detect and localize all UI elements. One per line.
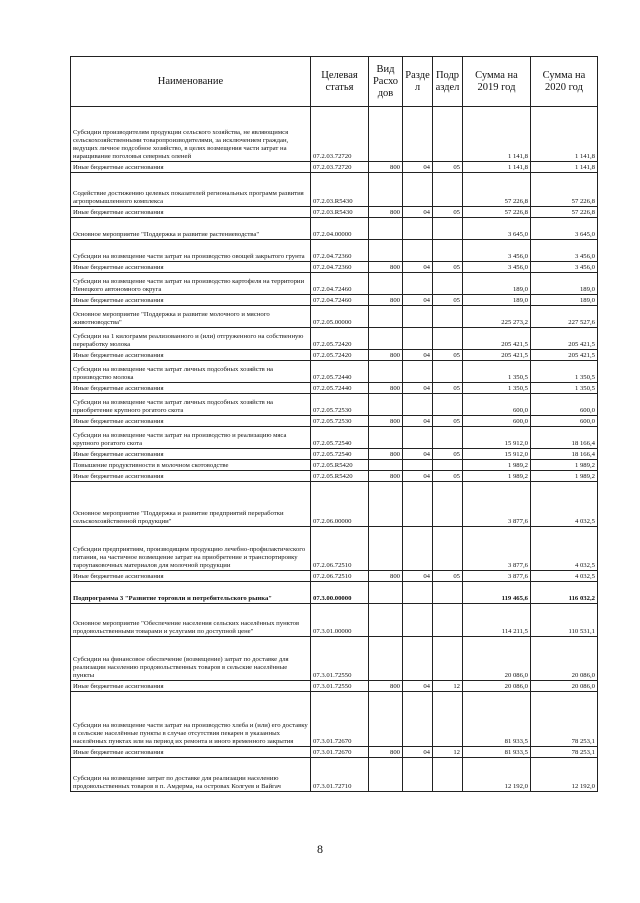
row-sum-2019: 20 086,0	[463, 681, 531, 692]
row-sum-2019: 3 877,6	[463, 527, 531, 571]
row-subsection: 12	[433, 681, 463, 692]
row-sum-2020: 4 032,5	[531, 482, 598, 527]
row-sum-2020: 227 527,6	[531, 306, 598, 328]
row-subsection: 05	[433, 350, 463, 361]
table-row	[71, 471, 598, 482]
row-section	[403, 273, 433, 295]
table-row	[71, 758, 598, 792]
row-expense-kind	[369, 427, 403, 449]
row-sum-2019: 114 211,5	[463, 604, 531, 637]
row-target-article: 07.3.01.72670	[311, 692, 369, 747]
row-name: Иные бюджетные ассигнования	[71, 383, 311, 394]
row-expense-kind	[369, 758, 403, 792]
row-sum-2019: 119 465,6	[463, 582, 531, 604]
row-sum-2020: 110 531,1	[531, 604, 598, 637]
table-row	[71, 416, 598, 427]
row-expense-kind	[369, 582, 403, 604]
row-target-article: 07.3.01.72710	[311, 758, 369, 792]
row-target-article: 07.2.05.72540	[311, 427, 369, 449]
row-subsection: 12	[433, 747, 463, 758]
row-name: Иные бюджетные ассигнования	[71, 350, 311, 361]
row-sum-2020: 205 421,5	[531, 328, 598, 350]
row-subsection	[433, 482, 463, 527]
table-row	[71, 107, 598, 162]
row-expense-kind: 800	[369, 416, 403, 427]
row-sum-2019: 1 989,2	[463, 471, 531, 482]
row-subsection	[433, 361, 463, 383]
row-section: 04	[403, 747, 433, 758]
row-target-article: 07.2.04.72360	[311, 240, 369, 262]
header-subsection: Подр аздел	[433, 57, 463, 107]
row-sum-2019: 1 141,8	[463, 162, 531, 173]
row-target-article: 07.2.03.R5430	[311, 173, 369, 207]
row-subsection: 05	[433, 262, 463, 273]
row-subsection	[433, 460, 463, 471]
row-sum-2020: 57 226,8	[531, 207, 598, 218]
row-target-article: 07.2.04.72460	[311, 273, 369, 295]
row-sum-2019: 225 273,2	[463, 306, 531, 328]
row-name: Субсидии на возмещение части затрат личных подсобных хозяйств на производство молока	[71, 361, 311, 383]
row-target-article: 07.3.00.00000	[311, 582, 369, 604]
row-sum-2019: 3 877,6	[463, 571, 531, 582]
table-row	[71, 173, 598, 207]
row-target-article: 07.2.05.72530	[311, 394, 369, 416]
header-sum-2019: Сумма на 2019 год	[463, 57, 531, 107]
row-subsection: 05	[433, 449, 463, 460]
table-row	[71, 747, 598, 758]
row-name: Иные бюджетные ассигнования	[71, 207, 311, 218]
row-target-article: 07.2.03.72720	[311, 162, 369, 173]
header-expense-kind: Вид Расхо дов	[369, 57, 403, 107]
row-target-article: 07.2.05.72420	[311, 328, 369, 350]
budget-table	[70, 56, 598, 792]
row-sum-2019: 15 912,0	[463, 449, 531, 460]
table-body	[71, 107, 598, 792]
row-sum-2020: 78 253,1	[531, 747, 598, 758]
row-subsection	[433, 306, 463, 328]
row-section	[403, 218, 433, 240]
row-name: Субсидии на возмещение части затрат на производство овощей закрытого грунта	[71, 240, 311, 262]
table-row	[71, 527, 598, 571]
row-name: Содействие достижению целевых показателей региональных программ развития агропромышленного комплекса	[71, 173, 311, 207]
table-row	[71, 295, 598, 306]
row-target-article: 07.2.05.R5420	[311, 460, 369, 471]
row-expense-kind: 800	[369, 207, 403, 218]
row-sum-2019: 189,0	[463, 295, 531, 306]
table-row	[71, 328, 598, 350]
row-target-article: 07.2.05.72440	[311, 361, 369, 383]
row-section	[403, 460, 433, 471]
row-section	[403, 427, 433, 449]
table-row	[71, 637, 598, 681]
row-subsection	[433, 637, 463, 681]
row-sum-2020: 600,0	[531, 394, 598, 416]
page-number: 8	[317, 842, 323, 856]
row-section: 04	[403, 471, 433, 482]
row-section: 04	[403, 295, 433, 306]
row-sum-2019: 81 933,5	[463, 747, 531, 758]
table-header-row	[71, 57, 598, 107]
row-subsection	[433, 273, 463, 295]
row-name: Основное мероприятие "Поддержка и развитие предприятий переработки сельскохозяйственной продукции"	[71, 482, 311, 527]
row-expense-kind: 800	[369, 449, 403, 460]
row-expense-kind	[369, 527, 403, 571]
row-sum-2020: 189,0	[531, 273, 598, 295]
row-subsection	[433, 527, 463, 571]
row-name: Субсидии на возмещение части затрат на производство хлеба и (или) его доставку в сельские населённые пункты в случае отсутствия пекарен в указанных населённых пунктах или на период их ремонта и иного временного закрытия	[71, 692, 311, 747]
row-section	[403, 107, 433, 162]
row-sum-2019: 1 141,8	[463, 107, 531, 162]
table-row	[71, 350, 598, 361]
row-sum-2020: 4 032,5	[531, 527, 598, 571]
row-section	[403, 604, 433, 637]
row-subsection	[433, 692, 463, 747]
row-name: Субсидии на 1 килограмм реализованного и (или) отгруженного на собственную переработку молока	[71, 328, 311, 350]
row-name: Иные бюджетные ассигнования	[71, 471, 311, 482]
row-name: Иные бюджетные ассигнования	[71, 681, 311, 692]
row-subsection: 05	[433, 571, 463, 582]
row-subsection	[433, 218, 463, 240]
row-target-article: 07.2.05.72440	[311, 383, 369, 394]
row-section	[403, 692, 433, 747]
row-target-article: 07.2.05.72540	[311, 449, 369, 460]
row-expense-kind	[369, 328, 403, 350]
row-subsection	[433, 427, 463, 449]
table-row	[71, 681, 598, 692]
row-name: Иные бюджетные ассигнования	[71, 416, 311, 427]
row-section	[403, 394, 433, 416]
row-section: 04	[403, 681, 433, 692]
row-subsection	[433, 173, 463, 207]
row-subsection: 05	[433, 162, 463, 173]
row-name: Повышение продуктивности в молочном скотоводстве	[71, 460, 311, 471]
row-expense-kind	[369, 218, 403, 240]
row-subsection: 05	[433, 295, 463, 306]
row-name: Субсидии производителям продукции сельского хозяйства, не являющимся сельскохозяйственными товаропроизводителями, за исключением граждан, ведущих личное подсобное хозяйство, в целях возмещения части затрат на наращивание поголовья северных оленей	[71, 107, 311, 162]
row-expense-kind	[369, 482, 403, 527]
row-subsection	[433, 240, 463, 262]
row-name: Иные бюджетные ассигнования	[71, 571, 311, 582]
row-section	[403, 240, 433, 262]
header-target-article: Целевая статья	[311, 57, 369, 107]
row-expense-kind: 800	[369, 295, 403, 306]
row-sum-2019: 3 877,6	[463, 482, 531, 527]
row-target-article: 07.2.04.00000	[311, 218, 369, 240]
row-sum-2020: 18 166,4	[531, 427, 598, 449]
row-section	[403, 173, 433, 207]
row-expense-kind: 800	[369, 162, 403, 173]
row-expense-kind	[369, 604, 403, 637]
row-sum-2020: 1 350,5	[531, 361, 598, 383]
row-sum-2020: 3 456,0	[531, 262, 598, 273]
row-sum-2019: 600,0	[463, 394, 531, 416]
row-sum-2019: 12 192,0	[463, 758, 531, 792]
row-target-article: 07.3.01.00000	[311, 604, 369, 637]
header-sum-2020: Сумма на 2020 год	[531, 57, 598, 107]
row-name: Основное мероприятие "Обеспечение населения сельских населённых пунктов продовольственными товарами и услугами по доступной цене"	[71, 604, 311, 637]
row-target-article: 07.2.06.72510	[311, 527, 369, 571]
row-name: Основное мероприятие "Поддержка и развитие молочного и мясного животноводства"	[71, 306, 311, 328]
row-expense-kind: 800	[369, 471, 403, 482]
table-row	[71, 692, 598, 747]
row-name: Субсидии на возмещение части затрат на производство картофеля на территории Ненецкого автономного округа	[71, 273, 311, 295]
row-sum-2020: 20 086,0	[531, 637, 598, 681]
row-sum-2019: 205 421,5	[463, 328, 531, 350]
table-row	[71, 218, 598, 240]
row-subsection	[433, 328, 463, 350]
row-sum-2020: 189,0	[531, 295, 598, 306]
row-target-article: 07.2.04.72360	[311, 262, 369, 273]
row-target-article: 07.3.01.72550	[311, 637, 369, 681]
table-row	[71, 162, 598, 173]
row-subsection: 05	[433, 207, 463, 218]
row-subsection	[433, 758, 463, 792]
row-sum-2020: 12 192,0	[531, 758, 598, 792]
table-row	[71, 361, 598, 383]
row-expense-kind: 800	[369, 571, 403, 582]
row-expense-kind	[369, 460, 403, 471]
row-sum-2020: 3 456,0	[531, 240, 598, 262]
row-target-article: 07.2.05.R5420	[311, 471, 369, 482]
table-row	[71, 383, 598, 394]
table-row	[71, 207, 598, 218]
row-sum-2020: 1 141,8	[531, 107, 598, 162]
row-name: Иные бюджетные ассигнования	[71, 162, 311, 173]
row-section: 04	[403, 416, 433, 427]
row-section	[403, 527, 433, 571]
row-expense-kind: 800	[369, 383, 403, 394]
row-section	[403, 758, 433, 792]
row-expense-kind	[369, 692, 403, 747]
row-subsection: 05	[433, 383, 463, 394]
row-section: 04	[403, 162, 433, 173]
row-expense-kind: 800	[369, 262, 403, 273]
row-subsection	[433, 394, 463, 416]
row-sum-2020: 1 989,2	[531, 471, 598, 482]
table-row	[71, 449, 598, 460]
row-sum-2019: 1 350,5	[463, 383, 531, 394]
row-sum-2019: 189,0	[463, 273, 531, 295]
row-section	[403, 361, 433, 383]
row-target-article: 07.2.03.R5430	[311, 207, 369, 218]
table-row	[71, 394, 598, 416]
row-target-article: 07.2.04.72460	[311, 295, 369, 306]
header-name: Наименование	[71, 57, 311, 107]
row-name: Иные бюджетные ассигнования	[71, 449, 311, 460]
row-expense-kind	[369, 394, 403, 416]
row-subsection: 05	[433, 471, 463, 482]
row-sum-2019: 57 226,8	[463, 173, 531, 207]
row-section	[403, 482, 433, 527]
table-row	[71, 482, 598, 527]
row-name: Основное мероприятие "Поддержка и развитие растениеводства"	[71, 218, 311, 240]
row-expense-kind	[369, 637, 403, 681]
row-sum-2019: 600,0	[463, 416, 531, 427]
row-name: Субсидии на возмещение части затрат на производство и реализацию мяса крупного рогатого скота	[71, 427, 311, 449]
row-sum-2019: 57 226,8	[463, 207, 531, 218]
row-sum-2020: 3 645,0	[531, 218, 598, 240]
row-name: Иные бюджетные ассигнования	[71, 262, 311, 273]
row-sum-2019: 81 933,5	[463, 692, 531, 747]
row-sum-2019: 205 421,5	[463, 350, 531, 361]
row-section: 04	[403, 449, 433, 460]
row-name: Субсидии на возмещение части затрат личных подсобных хозяйств на приобретение крупного рогатого скота	[71, 394, 311, 416]
row-subsection	[433, 582, 463, 604]
row-section	[403, 328, 433, 350]
row-sum-2019: 3 645,0	[463, 218, 531, 240]
row-name: Иные бюджетные ассигнования	[71, 747, 311, 758]
row-sum-2020: 205 421,5	[531, 350, 598, 361]
row-target-article: 07.2.06.72510	[311, 571, 369, 582]
row-sum-2019: 15 912,0	[463, 427, 531, 449]
row-name: Субсидии предприятиям, производящим продукцию лечебно-профилактического питания, на частичное возмещение затрат на приобретение и транспортировку тароупаковочных материалов для молочной продукции	[71, 527, 311, 571]
table-row	[71, 460, 598, 471]
row-sum-2019: 3 456,0	[463, 262, 531, 273]
row-target-article: 07.2.03.72720	[311, 107, 369, 162]
table-row	[71, 604, 598, 637]
table-row	[71, 571, 598, 582]
table-row	[71, 262, 598, 273]
table-row	[71, 427, 598, 449]
row-section: 04	[403, 350, 433, 361]
header-section: Разде л	[403, 57, 433, 107]
row-target-article: 07.2.05.00000	[311, 306, 369, 328]
row-name: Подпрограмма 3 "Развитие торговли и потребительского рынка"	[71, 582, 311, 604]
row-sum-2020: 1 350,5	[531, 383, 598, 394]
row-sum-2020: 116 032,2	[531, 582, 598, 604]
row-sum-2020: 1 989,2	[531, 460, 598, 471]
row-sum-2020: 18 166,4	[531, 449, 598, 460]
row-sum-2019: 1 989,2	[463, 460, 531, 471]
table-row	[71, 273, 598, 295]
row-target-article: 07.2.05.72530	[311, 416, 369, 427]
row-expense-kind: 800	[369, 350, 403, 361]
row-section: 04	[403, 383, 433, 394]
row-section	[403, 306, 433, 328]
row-name: Субсидии на финансовое обеспечение (возмещение) затрат по доставке для реализации населению продовольственных товаров в сельские населённые пункты	[71, 637, 311, 681]
row-subsection	[433, 107, 463, 162]
table-row	[71, 240, 598, 262]
row-sum-2019: 1 350,5	[463, 361, 531, 383]
table-row	[71, 306, 598, 328]
row-sum-2020: 1 141,8	[531, 162, 598, 173]
row-expense-kind	[369, 240, 403, 262]
row-section: 04	[403, 262, 433, 273]
row-target-article: 07.2.05.72420	[311, 350, 369, 361]
row-section: 04	[403, 571, 433, 582]
row-target-article: 07.3.01.72670	[311, 747, 369, 758]
table-row	[71, 582, 598, 604]
row-name: Субсидии на возмещение затрат по доставке для реализации населению продовольственных товаров в п. Амдерма, на островах Колгуев и Вайгач	[71, 758, 311, 792]
row-expense-kind: 800	[369, 681, 403, 692]
row-section	[403, 582, 433, 604]
row-expense-kind	[369, 306, 403, 328]
row-sum-2019: 20 086,0	[463, 637, 531, 681]
row-subsection: 05	[433, 416, 463, 427]
row-target-article: 07.3.01.72550	[311, 681, 369, 692]
row-section: 04	[403, 207, 433, 218]
row-sum-2020: 20 086,0	[531, 681, 598, 692]
row-expense-kind	[369, 107, 403, 162]
row-expense-kind	[369, 361, 403, 383]
row-section	[403, 637, 433, 681]
row-target-article: 07.2.06.00000	[311, 482, 369, 527]
row-expense-kind	[369, 273, 403, 295]
row-sum-2020: 4 032,5	[531, 571, 598, 582]
row-sum-2020: 78 253,1	[531, 692, 598, 747]
row-sum-2019: 3 456,0	[463, 240, 531, 262]
row-sum-2020: 57 226,8	[531, 173, 598, 207]
row-name: Иные бюджетные ассигнования	[71, 295, 311, 306]
row-expense-kind	[369, 173, 403, 207]
row-sum-2020: 600,0	[531, 416, 598, 427]
row-subsection	[433, 604, 463, 637]
row-expense-kind: 800	[369, 747, 403, 758]
